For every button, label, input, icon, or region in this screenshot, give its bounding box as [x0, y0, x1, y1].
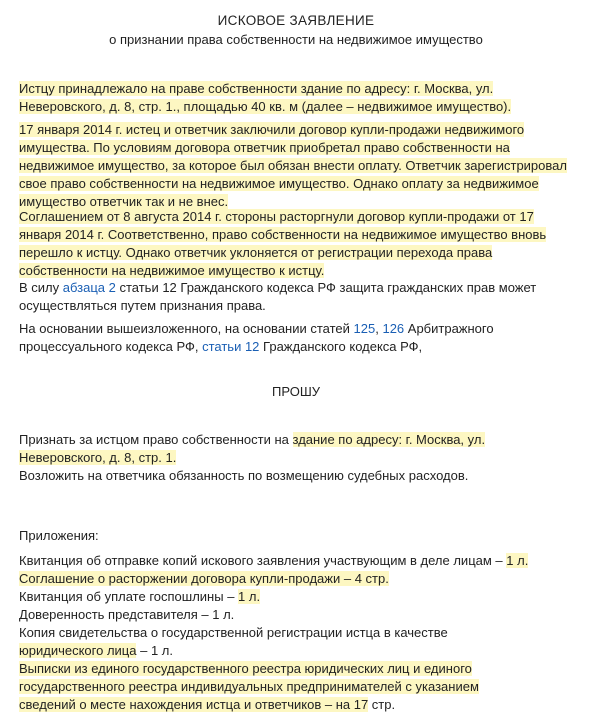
text: стр. — [368, 697, 396, 712]
request-item-2: Возложить на ответчика обязанность по возмещению судебных расходов. — [19, 468, 469, 483]
text: На основании вышеизложенного, на основании статей — [19, 321, 354, 336]
request-heading: ПРОШУ — [271, 384, 320, 399]
request-item-1 — [19, 431, 485, 449]
highlighted-text: 17 — [353, 697, 369, 712]
attachment-item-cont — [19, 642, 173, 660]
text: , — [375, 321, 383, 336]
highlighted-text: юридического лица — [19, 643, 137, 658]
attachment-item: Доверенность представителя – 1 л. — [19, 607, 235, 622]
paragraph-ownership — [19, 80, 574, 116]
highlighted-text: здание по адресу: г. Москва, ул. — [292, 432, 486, 447]
request-item-1-cont — [19, 449, 176, 467]
paragraph-contract — [19, 121, 574, 211]
attachment-item: Копия свидетельства о государственной регистрации истца в качестве — [19, 625, 448, 640]
text: В силу — [19, 280, 63, 295]
paragraph-termination — [19, 208, 574, 280]
highlighted-text: Соглашением от 8 августа 2014 г. стороны расторгнули договор купли-продажи от 17 января 2014 г. Соответственно, право собственности на недвижимое имущество вновь перешло к истцу. Однако ответчик уклоняется от регистрации перехода права собственности на недвижимое имущество к истцу. — [19, 209, 547, 278]
link-article-125[interactable]: 125 — [353, 321, 376, 336]
text: статьи 12 Гражданского кодекса РФ защита гражданских прав может осуществляться путем признания права. — [19, 280, 537, 313]
highlighted-text: 1 л. — [238, 589, 261, 604]
attachment-item-cont — [19, 696, 395, 714]
attachment-item — [19, 588, 260, 606]
highlighted-text: 1 л. — [506, 553, 529, 568]
attachment-item-cont — [19, 678, 479, 696]
text: Квитанция об уплате госпошлины – — [19, 589, 239, 604]
link-article-126[interactable]: 126 — [382, 321, 405, 336]
text: Арбитражного процессуального кодекса РФ, — [19, 321, 494, 354]
attachment-item — [19, 570, 389, 588]
text: – 1 л. — [136, 643, 173, 658]
highlighted-text: государственного реестра индивидуальных предпринимателей с указанием — [19, 679, 479, 694]
highlighted-text: Неверовского, д. 8, стр. 1. — [19, 450, 177, 465]
highlighted-text: 17 января 2014 г. истец и ответчик заключили договор купли-продажи недвижимого имущества. По условиям договора ответчик приобретал право собственности на недвижимое имущество, за которое был обязан внести оплату. Ответчик зарегистрировал свое право собственности на недвижимое имущество. Однако оплату за недвижимое имущество ответчик так и не внес. — [19, 122, 567, 209]
link-paragraph-2[interactable]: абзаца 2 — [62, 280, 116, 295]
text: Квитанция об отправке копий искового заявления участвующим в деле лицам – — [19, 553, 507, 568]
link-article-12[interactable]: статьи 12 — [202, 339, 260, 354]
highlighted-text: Выписки из единого государственного реестра юридических лиц и единого — [19, 661, 472, 676]
attachment-item — [19, 660, 472, 678]
document-title: ИСКОВОЕ ЗАЯВЛЕНИЕ — [217, 13, 375, 28]
attachments-heading: Приложения: — [19, 528, 99, 543]
document-subtitle: о признании права собственности на недвижимое имущество — [109, 32, 483, 47]
highlighted-text: Истцу принадлежало на праве собственности здание по адресу: г. Москва, ул. Неверовского, д. 8, стр. 1., площадью 40 кв. м (далее – недвижимое имущество). — [19, 81, 512, 114]
paragraph-grounds — [19, 320, 574, 356]
highlighted-text: Соглашение о расторжении договора купли-продажи – 4 стр. — [19, 571, 389, 586]
highlighted-text: сведений о месте нахождения истца и ответчиков – на — [19, 697, 354, 712]
text: Признать за истцом право собственности на — [19, 432, 293, 447]
paragraph-legal-basis — [19, 279, 574, 315]
text: Гражданского кодекса РФ, — [259, 339, 423, 354]
attachment-item — [19, 552, 528, 570]
